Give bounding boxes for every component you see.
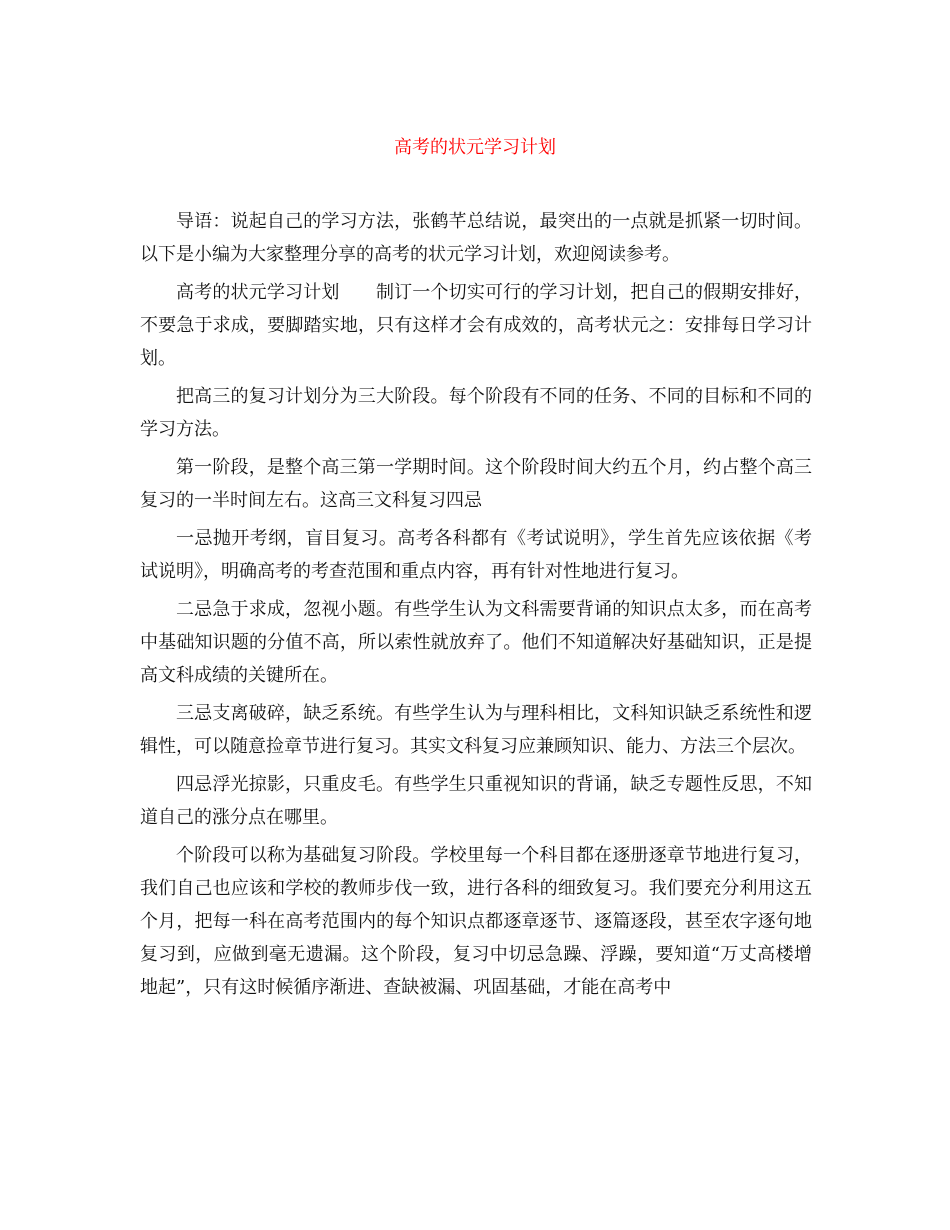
paragraph-taboo-three: 三忌支离破碎，缺乏系统。有些学生认为与理科相比，文科知识缺乏系统性和逻辑性，可以随意捡章节进行复习。其实文科复习应兼顾知识、能力、方法三个层次。 [140,703,812,757]
paragraph-taboo-two: 二忌急于求成，忽视小题。有些学生认为文科需要背诵的知识点太多，而在高考中基础知识题的分值不高，所以索性就放弃了。他们不知道解决好基础知识，正是提高文科成绩的关键所在。 [140,599,812,686]
paragraph-plan: 高考的状元学习计划 制订一个切实可行的学习计划，把自己的假期安排好，不要急于求成，要脚踏实地，只有这样才会有成效的，高考状元之：安排每日学习计划。 [140,282,812,369]
paragraph-basic-review: 个阶段可以称为基础复习阶段。学校里每一个科目都在逐册逐章节地进行复习，我们自己也应该和学校的教师步伐一致，进行各科的细致复习。我们要充分利用这五个月，把每一科在高考范围内的每个知识点都逐章逐节、逐篇逐段，甚至农字逐句地复习到，应做到毫无遗漏。这个阶段，复习中切忌急躁、浮躁，要知道“万丈高楼增地起”，只有这时候循序渐进、查缺被漏、巩固基础，才能在高考中 [140,845,812,998]
paragraph-intro: 导语：说起自己的学习方法，张鹤芊总结说，最突出的一点就是抓紧一切时间。以下是小编为大家整理分享的高考的状元学习计划，欢迎阅读参考。 [140,211,812,265]
document-title: 高考的状元学习计划 [394,137,556,158]
paragraph-three-stages: 把高三的复习计划分为三大阶段。每个阶段有不同的任务、不同的目标和不同的学习方法。 [140,386,812,440]
paragraph-taboo-one: 一忌抛开考纲，盲目复习。高考各科都有《考试说明》，学生首先应该依据《考试说明》，明确高考的考查范围和重点内容，再有针对性地进行复习。 [140,528,812,582]
paragraph-taboo-four: 四忌浮光掠影，只重皮毛。有些学生只重视知识的背诵，缺乏专题性反思，不知道自己的涨分点在哪里。 [140,774,812,828]
paragraph-first-stage: 第一阶段，是整个高三第一学期时间。这个阶段时间大约五个月，约占整个高三复习的一半时间左右。这高三文科复习四忌 [140,457,812,511]
document-body [140,205,812,1009]
